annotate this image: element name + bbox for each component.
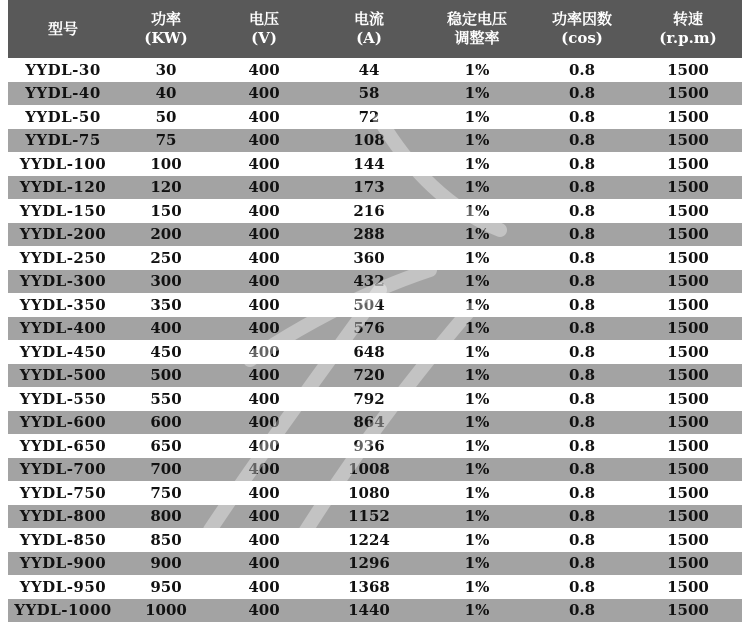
cell-power: 1000	[118, 599, 214, 623]
table-row	[8, 387, 742, 411]
cell-speed: 1500	[634, 552, 742, 576]
cell-regulation: 1%	[464, 201, 490, 220]
cell-power-factor: 0.8	[568, 107, 596, 126]
table-row	[8, 575, 742, 599]
cell-current: 648	[353, 342, 385, 361]
cell-power-factor: 0.8	[530, 317, 634, 341]
table-row	[8, 364, 742, 388]
cell-power: 800	[118, 505, 214, 529]
cell-current: 360	[353, 248, 385, 267]
cell-current: 72	[358, 107, 380, 126]
cell-power-factor: 0.8	[568, 436, 596, 455]
cell-regulation: 1%	[424, 364, 530, 388]
cell-voltage: 400	[214, 505, 314, 529]
cell-current: 1296	[314, 552, 424, 576]
cell-power: 300	[118, 270, 214, 294]
cell-model: YYDL-950	[19, 577, 107, 596]
cell-current: 58	[314, 82, 424, 106]
cell-regulation: 1%	[464, 483, 490, 502]
cell-regulation: 1%	[464, 342, 490, 361]
cell-regulation: 1%	[424, 270, 530, 294]
cell-model: YYDL-75	[8, 129, 118, 153]
header-model: 型号	[8, 0, 118, 58]
cell-voltage: 400	[214, 317, 314, 341]
cell-power-factor: 0.8	[568, 60, 596, 79]
cell-current: 792	[353, 389, 385, 408]
cell-model: YYDL-550	[19, 389, 107, 408]
cell-voltage: 400	[214, 599, 314, 623]
cell-model: YYDL-40	[8, 82, 118, 106]
cell-voltage: 400	[214, 458, 314, 482]
table-row	[8, 599, 742, 623]
cell-voltage: 400	[214, 82, 314, 106]
table-row	[8, 293, 742, 317]
cell-voltage: 400	[214, 176, 314, 200]
cell-voltage: 400	[248, 342, 280, 361]
cell-current: 432	[314, 270, 424, 294]
cell-speed: 1500	[634, 599, 742, 623]
header-power: 功率 (KW)	[118, 0, 214, 58]
cell-speed: 1500	[667, 483, 709, 502]
cell-model: YYDL-900	[8, 552, 118, 576]
cell-speed: 1500	[634, 505, 742, 529]
cell-power: 350	[150, 295, 182, 314]
cell-voltage: 400	[248, 107, 280, 126]
cell-regulation: 1%	[424, 317, 530, 341]
cell-regulation: 1%	[424, 223, 530, 247]
cell-power-factor: 0.8	[568, 201, 596, 220]
cell-voltage: 400	[214, 411, 314, 435]
header-power-factor: 功率因数 (cos)	[530, 0, 634, 58]
cell-model: YYDL-850	[19, 530, 107, 549]
cell-current: 1368	[348, 577, 390, 596]
cell-voltage: 400	[248, 60, 280, 79]
cell-regulation: 1%	[464, 577, 490, 596]
cell-speed: 1500	[667, 577, 709, 596]
cell-power-factor: 0.8	[568, 577, 596, 596]
cell-power-factor: 0.8	[530, 599, 634, 623]
cell-power: 650	[150, 436, 182, 455]
cell-voltage: 400	[248, 436, 280, 455]
cell-current: 936	[353, 436, 385, 455]
cell-current: 144	[353, 154, 385, 173]
cell-regulation: 1%	[424, 599, 530, 623]
cell-model: YYDL-200	[8, 223, 118, 247]
cell-model: YYDL-250	[19, 248, 107, 267]
cell-power-factor: 0.8	[568, 483, 596, 502]
header-current: 电流 (A)	[314, 0, 424, 58]
cell-current: 288	[314, 223, 424, 247]
cell-power: 750	[150, 483, 182, 502]
table-row	[8, 458, 742, 482]
cell-power-factor: 0.8	[568, 154, 596, 173]
cell-power-factor: 0.8	[530, 223, 634, 247]
cell-power: 550	[150, 389, 182, 408]
cell-model: YYDL-750	[19, 483, 107, 502]
cell-speed: 1500	[667, 342, 709, 361]
cell-regulation: 1%	[424, 411, 530, 435]
cell-power-factor: 0.8	[530, 270, 634, 294]
cell-model: YYDL-700	[8, 458, 118, 482]
cell-regulation: 1%	[464, 107, 490, 126]
table-row	[8, 58, 742, 82]
cell-regulation: 1%	[464, 248, 490, 267]
cell-speed: 1500	[634, 270, 742, 294]
cell-voltage: 400	[214, 270, 314, 294]
cell-speed: 1500	[634, 458, 742, 482]
cell-speed: 1500	[634, 364, 742, 388]
cell-power-factor: 0.8	[530, 552, 634, 576]
cell-voltage: 400	[248, 154, 280, 173]
cell-current: 1152	[314, 505, 424, 529]
header-speed: 转速 (r.p.m)	[634, 0, 742, 58]
cell-voltage: 400	[248, 295, 280, 314]
cell-power-factor: 0.8	[530, 364, 634, 388]
cell-current: 216	[353, 201, 385, 220]
cell-speed: 1500	[634, 223, 742, 247]
table-row	[8, 434, 742, 458]
cell-regulation: 1%	[464, 154, 490, 173]
table-row	[8, 317, 742, 341]
cell-voltage: 400	[214, 364, 314, 388]
table-row	[8, 105, 742, 129]
cell-power: 850	[150, 530, 182, 549]
table-body	[8, 58, 742, 622]
cell-voltage: 400	[248, 389, 280, 408]
cell-voltage: 400	[214, 129, 314, 153]
cell-power-factor: 0.8	[530, 129, 634, 153]
cell-model: YYDL-150	[19, 201, 107, 220]
cell-power: 500	[118, 364, 214, 388]
cell-current: 1440	[314, 599, 424, 623]
cell-power: 50	[155, 107, 177, 126]
cell-regulation: 1%	[464, 530, 490, 549]
cell-voltage: 400	[214, 223, 314, 247]
cell-power: 120	[118, 176, 214, 200]
cell-speed: 1500	[634, 176, 742, 200]
cell-power: 950	[150, 577, 182, 596]
cell-model: YYDL-650	[19, 436, 107, 455]
cell-regulation: 1%	[424, 552, 530, 576]
cell-regulation: 1%	[424, 176, 530, 200]
cell-model: YYDL-400	[8, 317, 118, 341]
table-row	[8, 246, 742, 270]
cell-power-factor: 0.8	[568, 389, 596, 408]
table-row	[8, 505, 742, 529]
cell-speed: 1500	[634, 411, 742, 435]
table-row	[8, 340, 742, 364]
cell-power: 400	[118, 317, 214, 341]
cell-power-factor: 0.8	[568, 248, 596, 267]
cell-voltage: 400	[248, 248, 280, 267]
header-voltage-regulation: 稳定电压 调整率	[424, 0, 530, 58]
table-row	[8, 528, 742, 552]
cell-speed: 1500	[667, 389, 709, 408]
cell-speed: 1500	[634, 82, 742, 106]
cell-voltage: 400	[248, 483, 280, 502]
cell-regulation: 1%	[464, 295, 490, 314]
generator-spec-table	[8, 0, 742, 622]
cell-current: 108	[314, 129, 424, 153]
cell-power-factor: 0.8	[568, 530, 596, 549]
cell-power: 40	[118, 82, 214, 106]
cell-power-factor: 0.8	[530, 176, 634, 200]
cell-regulation: 1%	[424, 458, 530, 482]
cell-speed: 1500	[667, 201, 709, 220]
cell-voltage: 400	[214, 552, 314, 576]
cell-regulation: 1%	[464, 436, 490, 455]
cell-regulation: 1%	[424, 129, 530, 153]
table-row	[8, 152, 742, 176]
cell-speed: 1500	[667, 154, 709, 173]
cell-model: YYDL-350	[19, 295, 107, 314]
table-row	[8, 82, 742, 106]
cell-model: YYDL-500	[8, 364, 118, 388]
cell-regulation: 1%	[424, 505, 530, 529]
table-row	[8, 129, 742, 153]
cell-current: 1224	[348, 530, 390, 549]
cell-model: YYDL-120	[8, 176, 118, 200]
cell-model: YYDL-1000	[8, 599, 118, 623]
cell-model: YYDL-100	[19, 154, 107, 173]
cell-current: 173	[314, 176, 424, 200]
cell-current: 1008	[314, 458, 424, 482]
cell-model: YYDL-600	[8, 411, 118, 435]
table-row	[8, 199, 742, 223]
cell-regulation: 1%	[464, 60, 490, 79]
cell-model: YYDL-50	[25, 107, 101, 126]
table-row	[8, 223, 742, 247]
cell-power: 75	[118, 129, 214, 153]
cell-current: 1080	[348, 483, 390, 502]
cell-power: 200	[118, 223, 214, 247]
cell-speed: 1500	[667, 295, 709, 314]
header-voltage: 电压 (V)	[214, 0, 314, 58]
cell-speed: 1500	[667, 248, 709, 267]
table-header	[8, 0, 742, 58]
cell-power: 100	[150, 154, 182, 173]
cell-power: 700	[118, 458, 214, 482]
cell-speed: 1500	[634, 129, 742, 153]
cell-model: YYDL-300	[8, 270, 118, 294]
cell-power: 250	[150, 248, 182, 267]
table-row	[8, 411, 742, 435]
cell-model: YYDL-30	[25, 60, 101, 79]
cell-regulation: 1%	[464, 389, 490, 408]
table-row	[8, 176, 742, 200]
cell-current: 576	[314, 317, 424, 341]
cell-power: 150	[150, 201, 182, 220]
cell-speed: 1500	[667, 60, 709, 79]
cell-power: 600	[118, 411, 214, 435]
cell-current: 44	[358, 60, 380, 79]
table-row	[8, 481, 742, 505]
cell-speed: 1500	[667, 107, 709, 126]
cell-power-factor: 0.8	[530, 458, 634, 482]
cell-power-factor: 0.8	[568, 342, 596, 361]
cell-power-factor: 0.8	[568, 295, 596, 314]
cell-current: 720	[314, 364, 424, 388]
cell-model: YYDL-800	[8, 505, 118, 529]
cell-voltage: 400	[248, 577, 280, 596]
cell-model: YYDL-450	[19, 342, 107, 361]
cell-speed: 1500	[667, 530, 709, 549]
table-row	[8, 270, 742, 294]
cell-current: 864	[314, 411, 424, 435]
header-row	[8, 0, 742, 58]
table-row	[8, 552, 742, 576]
cell-power-factor: 0.8	[530, 82, 634, 106]
cell-regulation: 1%	[424, 82, 530, 106]
cell-power-factor: 0.8	[530, 505, 634, 529]
cell-power-factor: 0.8	[530, 411, 634, 435]
cell-power: 30	[155, 60, 177, 79]
cell-current: 504	[353, 295, 385, 314]
cell-power: 900	[118, 552, 214, 576]
cell-speed: 1500	[667, 436, 709, 455]
cell-voltage: 400	[248, 201, 280, 220]
cell-speed: 1500	[634, 317, 742, 341]
cell-voltage: 400	[248, 530, 280, 549]
cell-power: 450	[150, 342, 182, 361]
